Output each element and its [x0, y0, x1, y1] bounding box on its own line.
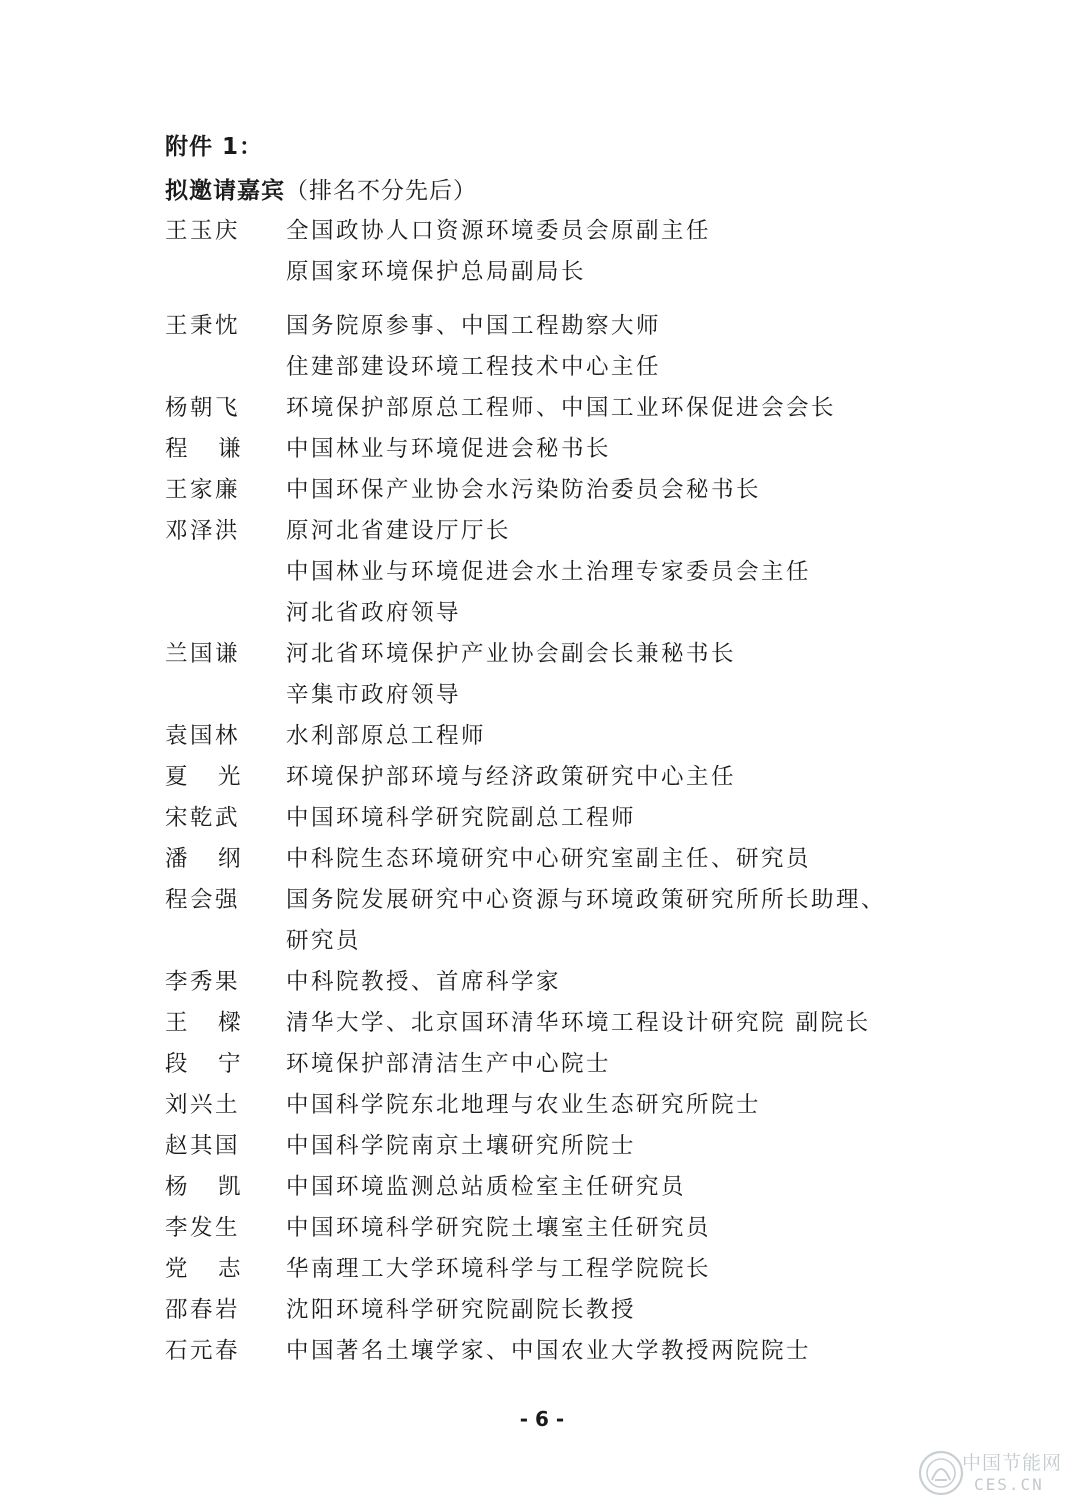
guest-row — [165, 211, 1005, 293]
guest-name: 石元春 — [165, 1338, 241, 1364]
guest-roles — [286, 798, 1005, 839]
guest-roles — [286, 1167, 1005, 1208]
guest-role: 中国著名土壤学家、中国农业大学教授两院院士 — [286, 1338, 812, 1364]
guest-roles — [286, 880, 1005, 962]
guest-roles — [286, 211, 1005, 293]
guest-row — [165, 839, 1005, 880]
guest-row — [165, 1331, 1005, 1372]
guest-role: 中国环保产业协会水污染防治委员会秘书长 — [286, 477, 762, 503]
guest-role: 中国科学院南京土壤研究所院士 — [286, 1133, 637, 1159]
guest-roles — [286, 716, 1005, 757]
guest-role: 清华大学、北京国环清华环境工程设计研究院 副院长 — [286, 1010, 871, 1036]
guest-row — [165, 470, 1005, 511]
guest-role: 河北省环境保护产业协会副会长兼秘书长 — [286, 641, 737, 667]
guest-role: 中国科学院东北地理与农业生态研究所院士 — [286, 1092, 762, 1118]
guest-name: 程谦 — [165, 436, 243, 462]
watermark — [916, 1446, 1066, 1500]
guest-name: 刘兴土 — [165, 1092, 241, 1118]
guest-roles — [286, 1290, 1005, 1331]
guest-name: 王秉忱 — [165, 313, 241, 339]
guest-role: 环境保护部清洁生产中心院士 — [286, 1051, 612, 1077]
guest-roles — [286, 1249, 1005, 1290]
guest-name: 夏光 — [165, 764, 243, 790]
guest-role: 国务院原参事、中国工程勘察大师 — [286, 313, 662, 339]
guest-row — [165, 1249, 1005, 1290]
guest-roles — [286, 429, 1005, 470]
guest-role: 研究员 — [286, 928, 362, 954]
guest-role: 中国林业与环境促进会秘书长 — [286, 436, 612, 462]
guest-roles — [286, 757, 1005, 798]
guest-name: 李秀果 — [165, 969, 241, 995]
guest-roles — [286, 470, 1005, 511]
guest-name: 党志 — [165, 1256, 243, 1282]
guest-name: 邓泽洪 — [165, 518, 241, 544]
guest-role: 环境保护部环境与经济政策研究中心主任 — [286, 764, 737, 790]
guest-row — [165, 1126, 1005, 1167]
guest-name: 宋乾武 — [165, 805, 241, 831]
guest-name: 杨凯 — [165, 1174, 243, 1200]
guest-role: 中科院生态环境研究中心研究室副主任、研究员 — [286, 846, 812, 872]
guest-roles — [286, 511, 1005, 634]
watermark-site-name: 中国节能网 — [962, 1452, 1063, 1474]
guest-name: 邵春岩 — [165, 1297, 241, 1323]
guest-role: 华南理工大学环境科学与工程学院院长 — [286, 1256, 712, 1282]
watermark-domain: CES.CN — [974, 1475, 1044, 1494]
guest-row — [165, 634, 1005, 716]
guest-name: 李发生 — [165, 1215, 241, 1241]
section-note: （排名不分先后） — [285, 178, 477, 204]
attachment-label: 附件 1： — [165, 134, 264, 160]
guest-role: 原河北省建设厅厅长 — [286, 518, 512, 544]
ces-logo-icon — [916, 1450, 966, 1496]
guest-row — [165, 757, 1005, 798]
guest-row — [165, 1208, 1005, 1249]
guest-roles — [286, 388, 1005, 429]
guest-row — [165, 1044, 1005, 1085]
guest-row — [165, 1003, 1005, 1044]
guest-role: 原国家环境保护总局副局长 — [286, 259, 587, 285]
guest-name: 段宁 — [165, 1051, 243, 1077]
guest-name: 程会强 — [165, 887, 241, 913]
guest-role: 环境保护部原总工程师、中国工业环保促进会会长 — [286, 395, 837, 421]
guest-row — [165, 716, 1005, 757]
guest-row — [165, 880, 1005, 962]
guest-name: 兰国谦 — [165, 641, 241, 667]
guest-role: 住建部建设环境工程技术中心主任 — [286, 354, 662, 380]
guest-role: 河北省政府领导 — [286, 600, 462, 626]
guest-name: 王玉庆 — [165, 218, 241, 244]
guest-name: 潘纲 — [165, 846, 243, 872]
guest-role: 中国环境科学研究院副总工程师 — [286, 805, 637, 831]
guest-name: 杨朝飞 — [165, 395, 241, 421]
guest-role: 中国林业与环境促进会水土治理专家委员会主任 — [286, 559, 812, 585]
guest-role: 中国环境监测总站质检室主任研究员 — [286, 1174, 687, 1200]
guest-role: 沈阳环境科学研究院副院长教授 — [286, 1297, 637, 1323]
guest-roles — [286, 962, 1005, 1003]
guest-name: 袁国林 — [165, 723, 241, 749]
guest-role: 辛集市政府领导 — [286, 682, 462, 708]
guest-row — [165, 388, 1005, 429]
guest-roles — [286, 634, 1005, 716]
guest-name: 王家廉 — [165, 477, 241, 503]
guest-roles — [286, 1126, 1005, 1167]
guest-row — [165, 1167, 1005, 1208]
guest-row — [165, 798, 1005, 839]
guest-row — [165, 1085, 1005, 1126]
guest-row — [165, 306, 1005, 388]
guest-name: 王樑 — [165, 1010, 243, 1036]
guest-role: 水利部原总工程师 — [286, 723, 487, 749]
guest-role: 国务院发展研究中心资源与环境政策研究所所长助理、 — [286, 887, 887, 913]
guest-role: 中国环境科学研究院土壤室主任研究员 — [286, 1215, 712, 1241]
section-title: 拟邀请嘉宾 — [165, 178, 285, 204]
guest-roles — [286, 1208, 1005, 1249]
guest-roles — [286, 1003, 1005, 1044]
guest-list — [165, 211, 1005, 1372]
section-heading — [165, 172, 477, 205]
guest-roles — [286, 1085, 1005, 1126]
guest-roles — [286, 1331, 1005, 1372]
guest-roles — [286, 306, 1005, 388]
guest-row — [165, 511, 1005, 634]
guest-name: 赵其国 — [165, 1133, 241, 1159]
guest-row — [165, 1290, 1005, 1331]
guest-roles — [286, 1044, 1005, 1085]
guest-role: 中科院教授、首席科学家 — [286, 969, 562, 995]
page-number: - 6 - — [519, 1407, 565, 1431]
guest-row — [165, 429, 1005, 470]
guest-roles — [286, 839, 1005, 880]
guest-role: 全国政协人口资源环境委员会原副主任 — [286, 218, 712, 244]
guest-row — [165, 962, 1005, 1003]
